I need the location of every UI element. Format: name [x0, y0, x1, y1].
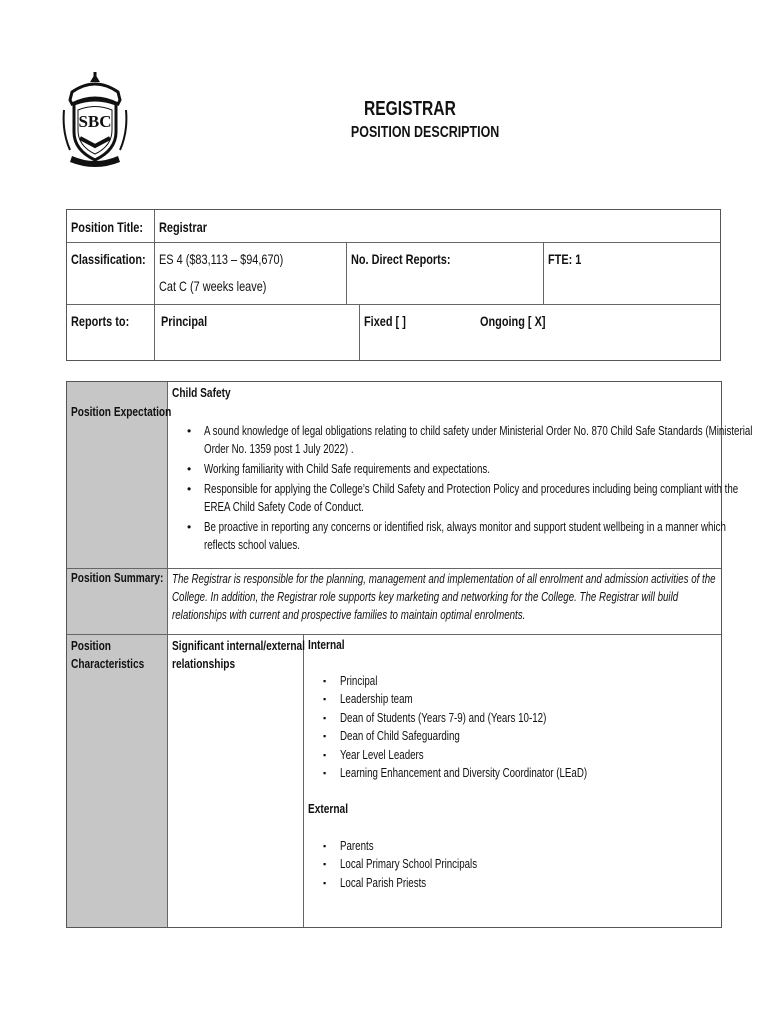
relationship-label: Dean of Students (Years 7-9) and (Years 10-12) [340, 710, 547, 725]
summary-line-text: relationships with current and prospective families to maintain optimal enrolments. [172, 608, 526, 622]
bullet-icon: • [187, 462, 192, 476]
bullet-icon: ▪ [323, 768, 327, 778]
bullet-text-line: Order No. 1359 post 1 July 2022) . [204, 442, 354, 456]
child-safety-heading: Child Safety [172, 385, 231, 400]
relationship-label: Local Parish Priests [340, 875, 427, 890]
position-expectation-label: Position Expectation [71, 404, 172, 419]
position-summary-label: Position Summary: [71, 570, 164, 585]
bullet-text [204, 518, 770, 536]
bullet-icon: ▪ [323, 841, 327, 851]
svg-text:SBC: SBC [78, 112, 112, 131]
fixed-checkbox-label: Fixed [ ] [364, 313, 406, 329]
document-header [330, 98, 500, 142]
position-title-value: Registrar [159, 219, 207, 235]
position-description-table [66, 381, 753, 928]
bullet-text [204, 422, 770, 440]
bullet-text [204, 498, 409, 516]
bullet-text [204, 460, 571, 478]
bullet-text-line: Working familiarity with Child Safe requirements and expectations. [204, 462, 490, 476]
position-characteristics-label-2: Characteristics [71, 656, 145, 671]
classification-value-1: ES 4 ($83,113 – $94,670) [159, 251, 284, 267]
bullet-icon: ▪ [323, 712, 327, 723]
bullet-icon: ▪ [323, 676, 327, 686]
bullet-icon: ▪ [323, 877, 327, 888]
bullet-text [204, 480, 770, 498]
classification-value-2: Cat C (7 weeks leave) [159, 278, 267, 294]
document-title: REGISTRAR [364, 98, 456, 120]
relationship-label: Year Level Leaders [340, 747, 424, 762]
bullet-icon: • [187, 482, 192, 496]
bullet-text-line: A sound knowledge of legal obligations relating to child safety under Ministerial Order No. 870 Child Safe Standards (Ministerial [204, 424, 753, 438]
bullet-icon: ▪ [323, 749, 327, 760]
relationships-label-2: relationships [172, 656, 236, 671]
bullet-text-line: Responsible for applying the College’s Child Safety and Protection Policy and procedures including being compliant with the [204, 482, 739, 496]
bullet-icon: • [187, 424, 192, 438]
college-crest-logo [60, 70, 130, 170]
bullet-text-line: EREA Child Safety Code of Conduct. [204, 500, 364, 514]
position-characteristics-label-1: Position [71, 638, 111, 653]
bullet-text [204, 536, 327, 554]
summary-line [172, 606, 625, 624]
internal-heading: Internal [308, 637, 345, 652]
summary-line [172, 570, 770, 588]
bullet-icon: • [187, 520, 192, 534]
reports-to-label: Reports to: [71, 313, 130, 329]
external-heading: External [308, 801, 349, 816]
relationship-label: Local Primary School Principals [340, 857, 478, 872]
bullet-text-line: reflects school values. [204, 538, 300, 552]
fte-label: FTE: 1 [548, 251, 582, 267]
summary-line-text: The Registrar is responsible for the planning, management and implementation of all enrolment and admission activities of the [172, 572, 716, 586]
direct-reports-label: No. Direct Reports: [351, 251, 451, 267]
ongoing-checkbox-label: Ongoing [ X] [480, 313, 546, 329]
document-subtitle: POSITION DESCRIPTION [350, 124, 500, 141]
summary-line [172, 588, 770, 606]
position-title-label: Position Title: [71, 219, 144, 235]
bullet-text-line: Be proactive in reporting any concerns or identified risk, always monitor and support student wellbeing in a manner which [204, 520, 726, 534]
relationship-label: Parents [340, 839, 374, 853]
position-details-table [66, 209, 721, 361]
reports-to-value: Principal [161, 313, 208, 329]
relationship-label: Leadership team [340, 692, 413, 707]
bullet-text [204, 440, 396, 458]
bullet-icon: ▪ [323, 731, 327, 742]
summary-line-text: College. In addition, the Registrar role supports key marketing and networking for the College. The Registrar will build [172, 590, 679, 604]
relationship-label: Learning Enhancement and Diversity Coordinator (LEaD) [340, 766, 588, 780]
relationship-label: Principal [340, 674, 378, 688]
relationships-label-1: Significant internal/external [172, 638, 305, 653]
classification-label: Classification: [71, 251, 146, 267]
relationship-label: Dean of Child Safeguarding [340, 729, 460, 744]
bullet-icon: ▪ [323, 694, 327, 705]
bullet-icon: ▪ [323, 859, 327, 870]
